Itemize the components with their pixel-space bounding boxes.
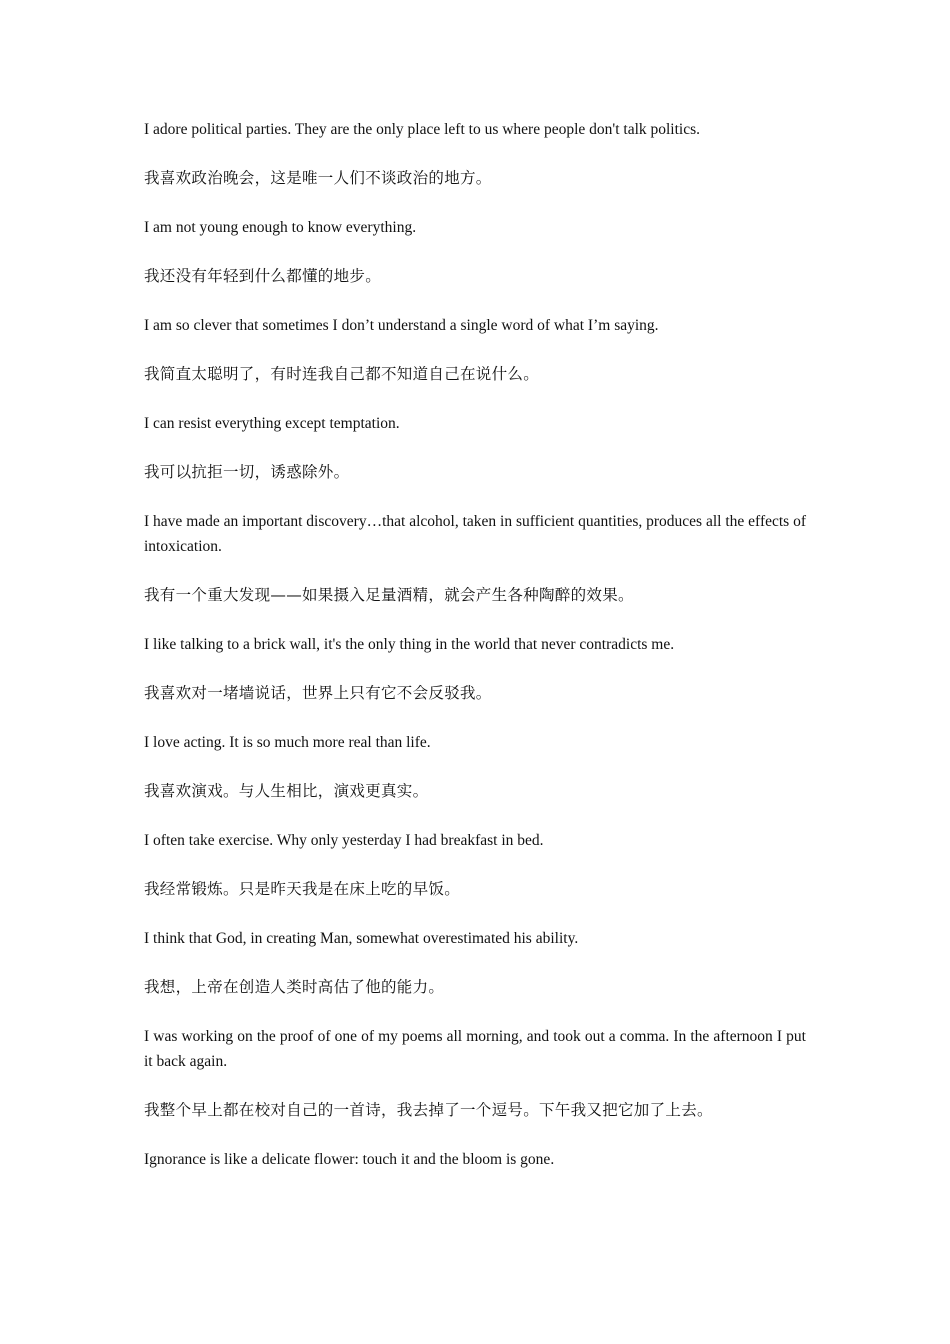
- quote-zh-7: 我喜欢演戏。与人生相比，演戏更真实。: [144, 782, 429, 800]
- quote-zh-10: 我整个早上都在校对自己的一首诗，我去掉了一个逗号。下午我又把它加了上去。: [144, 1101, 713, 1119]
- quote-en-9: I think that God, in creating Man, somewhat overestimated his ability.: [144, 930, 579, 947]
- quote-en-8: I often take exercise. Why only yesterday I had breakfast in bed.: [144, 832, 544, 849]
- quote-zh-5: 我有一个重大发现——如果摄入足量酒精，就会产生各种陶醉的效果。: [144, 586, 634, 604]
- quote-zh-9: 我想，上帝在创造人类时高估了他的能力。: [144, 978, 445, 996]
- quote-zh-4: 我可以抗拒一切，诱惑除外。: [144, 463, 350, 481]
- quote-zh-1: 我喜欢政治晚会，这是唯一人们不谈政治的地方。: [144, 169, 492, 187]
- quote-zh-2: 我还没有年轻到什么都懂的地步。: [144, 267, 382, 285]
- quote-en-10: I was working on the proof of one of my poems all morning, and took out a comma. In the afternoon I put it back again.: [144, 1028, 806, 1070]
- quote-en-3: I am so clever that sometimes I don’t understand a single word of what I’m saying.: [144, 317, 659, 334]
- quote-en-4: I can resist everything except temptation.: [144, 415, 400, 432]
- quote-en-11: Ignorance is like a delicate flower: touch it and the bloom is gone.: [144, 1151, 555, 1168]
- quote-zh-6: 我喜欢对一堵墙说话，世界上只有它不会反驳我。: [144, 684, 492, 702]
- quote-zh-3: 我简直太聪明了，有时连我自己都不知道自己在说什么。: [144, 365, 540, 383]
- quote-en-2: I am not young enough to know everything.: [144, 219, 417, 236]
- quote-en-7: I love acting. It is so much more real than life.: [144, 734, 431, 751]
- quote-en-6: I like talking to a brick wall, it's the only thing in the world that never contradicts me.: [144, 636, 675, 653]
- quote-en-1: I adore political parties. They are the only place left to us where people don't talk politics.: [144, 121, 701, 138]
- document-body: [144, 117, 806, 1196]
- quote-zh-8: 我经常锻炼。只是昨天我是在床上吃的早饭。: [144, 880, 461, 898]
- quote-en-5: I have made an important discovery…that alcohol, taken in sufficient quantities, produces all the effects of intoxication.: [144, 513, 806, 555]
